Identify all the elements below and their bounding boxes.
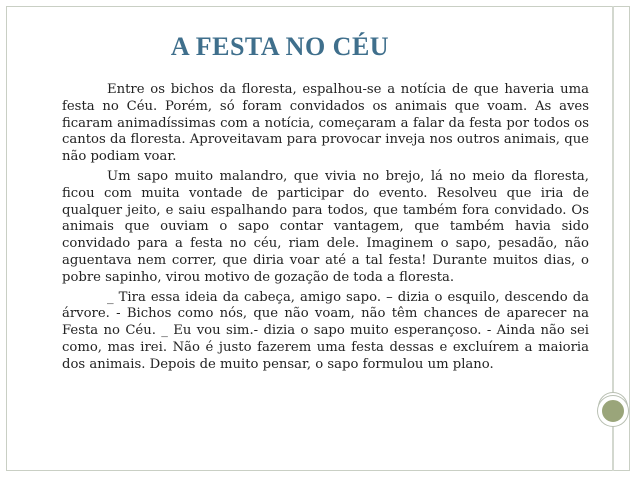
paragraph: _ Tira essa ideia da cabeça, amigo sapo. – dizia o esquilo, descendo da árvore. - Bichos como nós, que não voam, não têm chances de aparecer na Festa no Céu. _ Eu vou sim.- dizia o sapo muito esperançoso. - Ainda não sei como, mas irei. Não é justo fazerem uma festa dessas e excluírem a maioria dos animais. Depois de muito pensar, o sapo formulou um plano. xyxy=(62,289,589,372)
decorative-circle-filled xyxy=(598,396,628,426)
slide-title: A FESTA NO CÉU xyxy=(170,32,390,61)
paragraph: Entre os bichos da floresta, espalhou-se a notícia de que haveria uma festa no Céu. Porém, só foram convidados os animais que voam. As aves ficaram animadíssimas com a notícia, começaram a falar da festa por todos os cantos da floresta. Aproveitavam para provocar inveja nos outros animais, que não podiam voar. xyxy=(62,82,589,165)
paragraph: Um sapo muito malandro, que vivia no brejo, lá no meio da floresta, ficou com muita vontade de participar do evento. Resolveu que iria de qualquer jeito, e saiu espalhando para todos, que também fora convidado. Os animais que ouviam o sapo contar vantagem, que também havia sido convidado para a festa no céu, riam dele. Imaginem o sapo, pesadão, não aguentava nem correr, que diria voar até a tal festa! Durante muitos dias, o pobre sapinho, virou motivo de gozação de toda a floresta. xyxy=(62,168,589,285)
story-text xyxy=(62,82,589,377)
